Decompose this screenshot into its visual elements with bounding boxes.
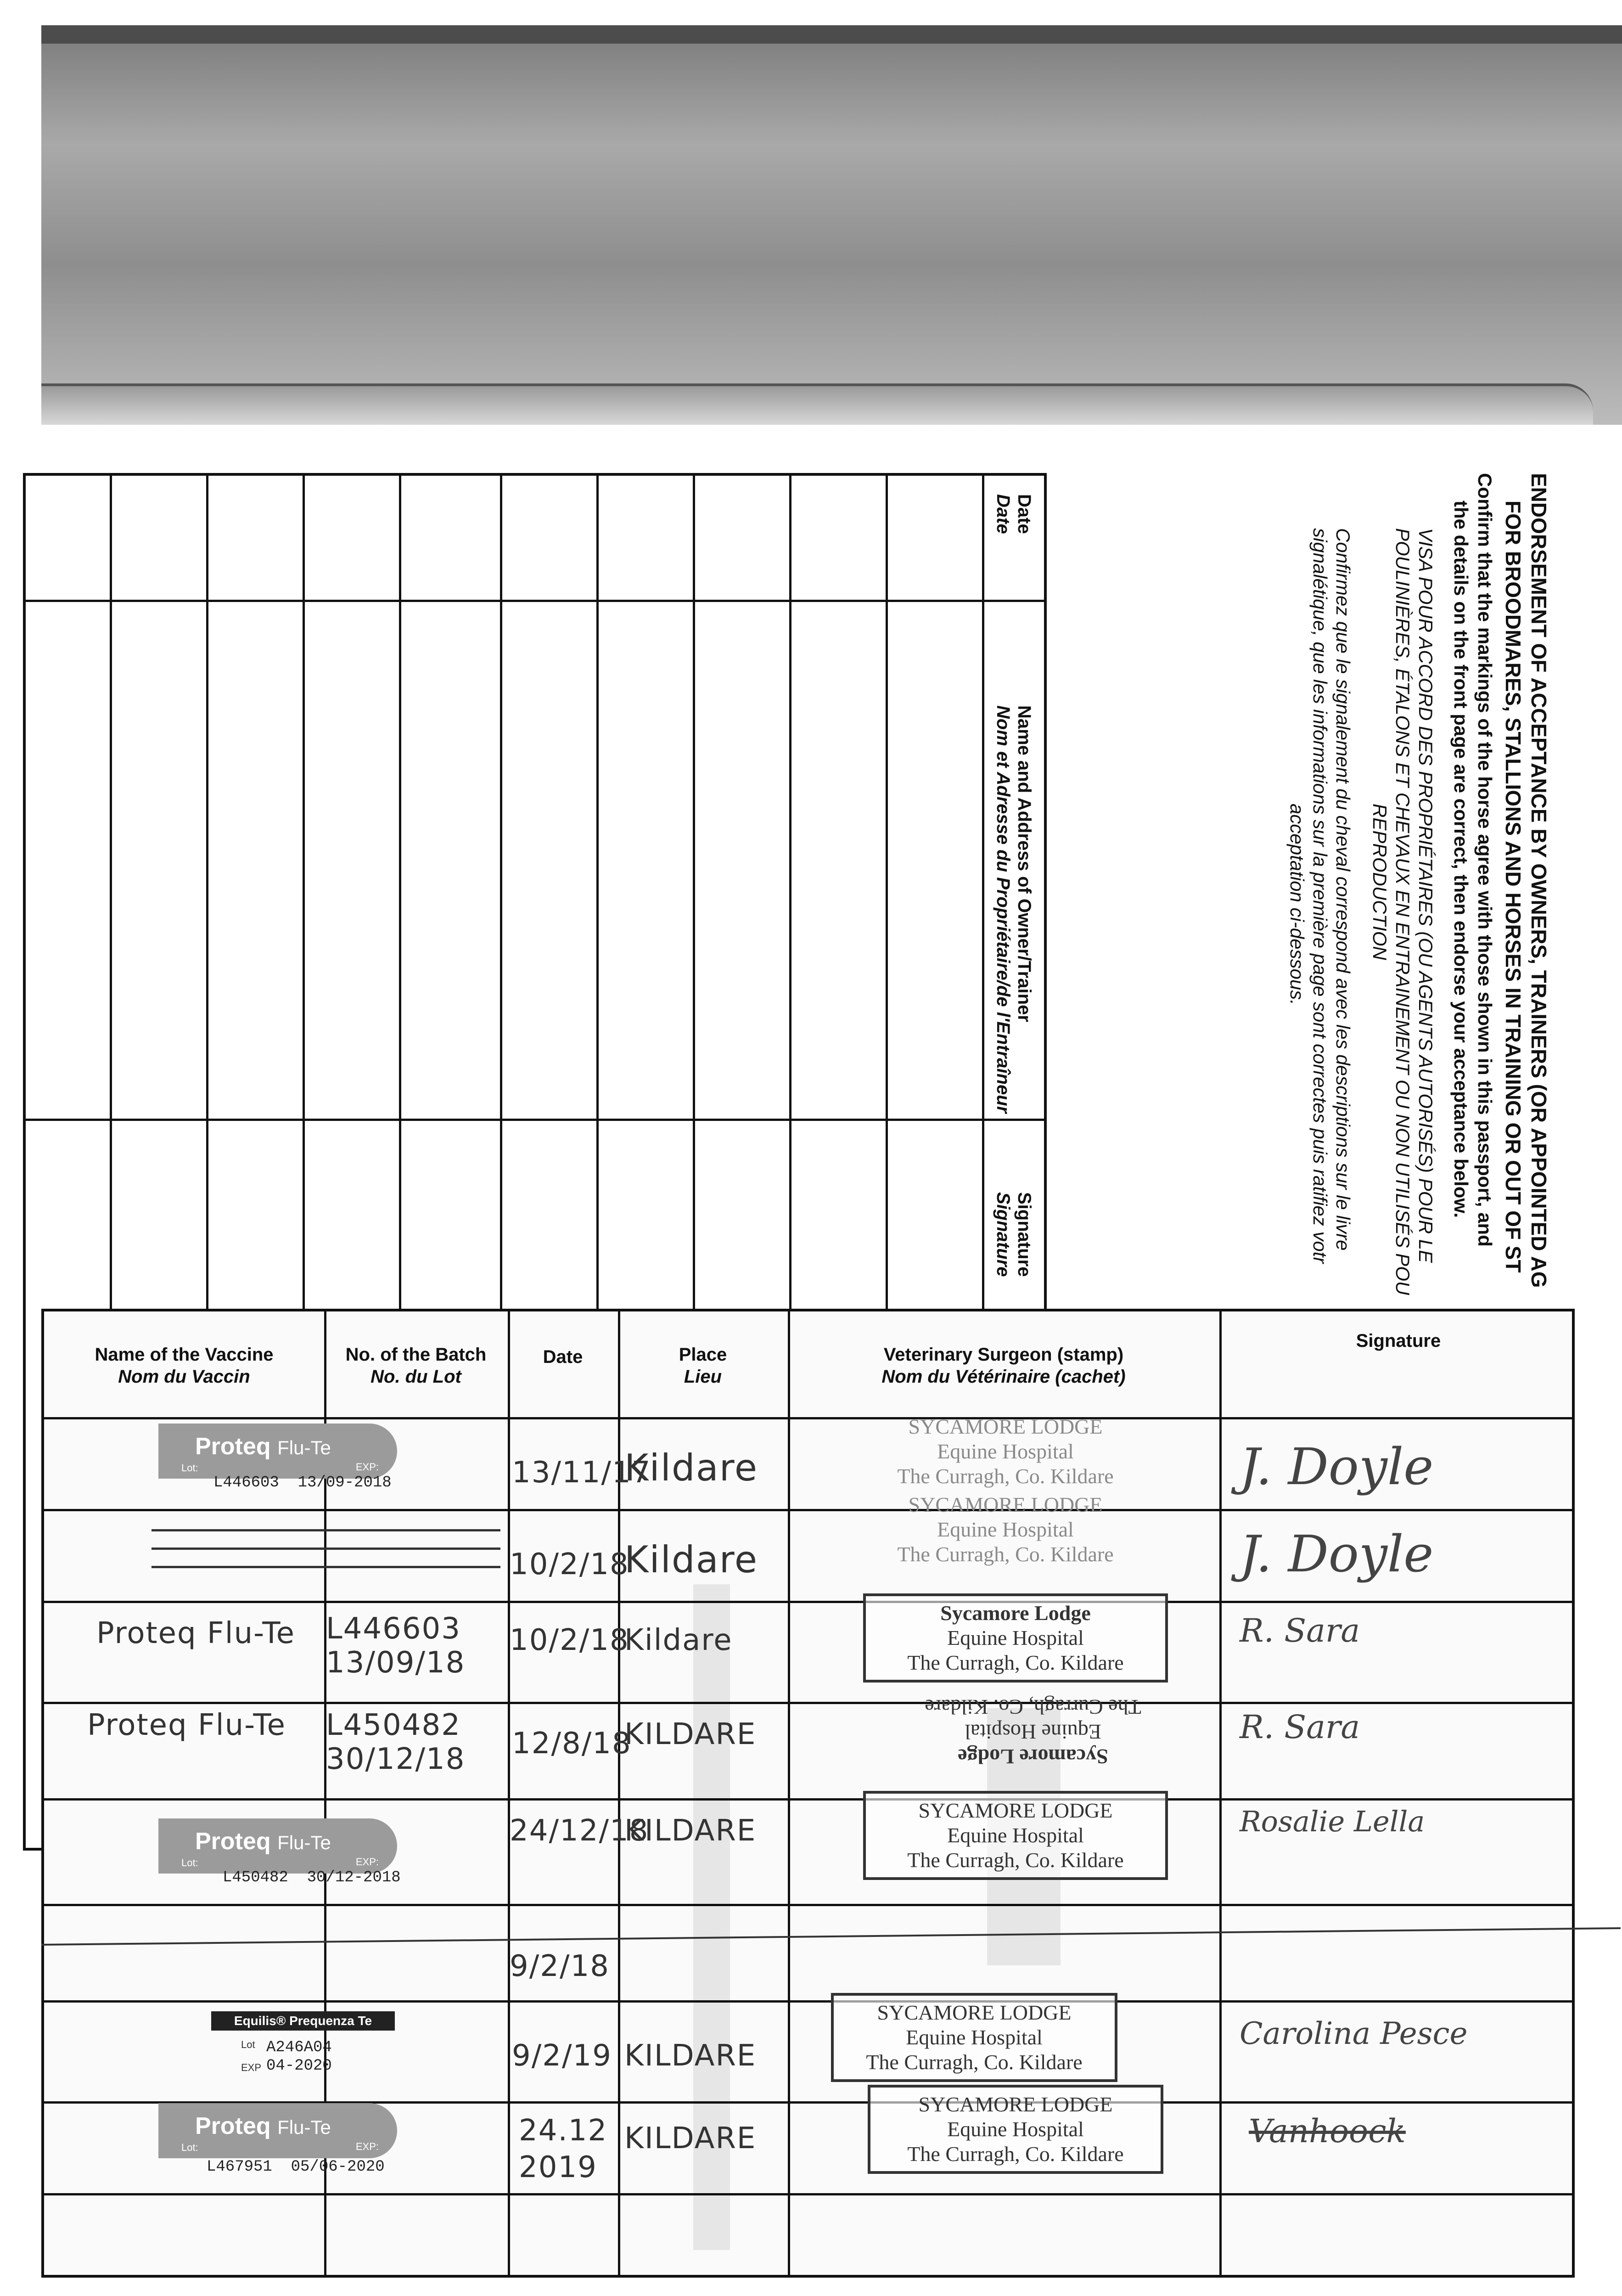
row4-batch-no: L450482 bbox=[326, 1708, 461, 1742]
head-signature bbox=[1219, 1330, 1577, 1352]
row7-date: 9/2/19 bbox=[512, 2039, 612, 2073]
stamp-line-2: Equine Hospital bbox=[947, 1823, 1084, 1847]
head-vaccine bbox=[44, 1344, 324, 1388]
label-2-code: L450482 30/12-2018 bbox=[223, 1869, 401, 1886]
row3-vaccine-text: Proteq Flu-Te bbox=[96, 1616, 295, 1650]
row4-vaccine bbox=[87, 1708, 286, 1742]
stamp-line-2: Equine Hospital bbox=[937, 1440, 1074, 1463]
vac-row-line bbox=[44, 1417, 1572, 1419]
row2-date: 10/2/18 bbox=[510, 1548, 629, 1581]
strike-line bbox=[152, 1548, 500, 1550]
batch-en: No. of the Batch bbox=[345, 1345, 487, 1365]
head-place bbox=[618, 1344, 788, 1388]
row1-place: Kildare bbox=[624, 1446, 758, 1489]
row3-place: Kildare bbox=[624, 1623, 733, 1657]
row4-batch bbox=[326, 1708, 465, 1776]
place-en: Place bbox=[679, 1345, 727, 1365]
lot-label: Lot: bbox=[181, 1462, 198, 1474]
signature-fr: Signature bbox=[993, 1192, 1013, 1277]
row1-signature: J. Doyle bbox=[1240, 1437, 1434, 1496]
stamp-line-3: The Curragh, Co. Kildare bbox=[897, 1542, 1114, 1566]
vac-row-line bbox=[44, 2193, 1572, 2195]
title-line-2: FOR BROODMARES, STALLIONS AND HORSES IN TRAINING OR OUT OF ST bbox=[1501, 501, 1525, 1273]
proteq-brand bbox=[195, 2112, 331, 2140]
scanner-dark-band bbox=[41, 25, 1622, 44]
stamp-line-2: Equine Hospital bbox=[947, 1626, 1084, 1649]
row3-batch bbox=[326, 1612, 465, 1680]
row3-batch-exp: 13/09/18 bbox=[326, 1646, 466, 1680]
visa-line-3: REPRODUCTION bbox=[1369, 804, 1391, 960]
row4-date: 12/8/18 bbox=[512, 1727, 632, 1761]
row1-date: 13/11/17 bbox=[512, 1456, 651, 1490]
place-fr: Lieu bbox=[684, 1367, 722, 1387]
proteq-label-1 bbox=[158, 1424, 397, 1479]
proteq-brand bbox=[195, 1433, 331, 1460]
confirmfr-line-3: acceptation ci-dessous. bbox=[1286, 804, 1308, 1005]
confirmfr-line-1: Confirmez que le signalement du cheval correspond avec les descriptions sur le livre bbox=[1332, 528, 1354, 1251]
col-head-date bbox=[993, 494, 1035, 534]
vac-row-line bbox=[44, 2000, 1572, 2003]
row3-batch-no: L446603 bbox=[326, 1612, 461, 1646]
row5-place: KILDARE bbox=[624, 1814, 757, 1848]
stamp-line-1: Sycamore Lodge bbox=[958, 1745, 1108, 1768]
row3-stamp bbox=[863, 1593, 1168, 1683]
proteq-brand-name: Proteq bbox=[195, 1828, 271, 1855]
vaccine-fr: Nom du Vaccin bbox=[118, 1367, 250, 1387]
stamp-line-3: The Curragh, Co. Kildare bbox=[907, 2142, 1124, 2166]
stamp-line-2: Equine Hospital bbox=[947, 2117, 1084, 2141]
row8-signature: Vanhoock bbox=[1249, 2112, 1406, 2150]
row5-stamp bbox=[863, 1791, 1168, 1880]
stamp-line-2: Equine Hospital bbox=[965, 1720, 1101, 1744]
lot-label: Lot: bbox=[181, 2142, 198, 2153]
proteq-brand bbox=[195, 1828, 331, 1855]
row4-vaccine-text: Proteq Flu-Te bbox=[87, 1708, 286, 1742]
visa-line-1: VISA POUR ACCORD DES PROPRIÉTAIRES (OU AGENTS AUTORISÉS) POUR LE bbox=[1415, 528, 1437, 1263]
proteq-brand-name: Proteq bbox=[195, 2113, 271, 2139]
row8-stamp bbox=[868, 2085, 1163, 2174]
stamp-line-2: Equine Hospital bbox=[906, 2026, 1043, 2049]
stamp-line-1: SYCAMORE LODGE bbox=[908, 1415, 1103, 1438]
stamp-line-3: The Curragh, Co. Kildare bbox=[897, 1464, 1114, 1488]
stamp-line-3: The Curragh, Co. Kildare bbox=[907, 1651, 1124, 1674]
row7-stamp bbox=[831, 1993, 1117, 2082]
row4-batch-exp: 30/12/18 bbox=[326, 1742, 466, 1776]
vac-col-divider bbox=[1219, 1311, 1222, 2275]
stamp-line-1: SYCAMORE LODGE bbox=[918, 2093, 1113, 2116]
date-fr: Date bbox=[993, 494, 1013, 534]
label-3-code: L467951 05/06-2020 bbox=[207, 2158, 385, 2176]
visa-line-2: POULINIÈRES, ÉTALONS ET CHEVAUX EN ENTRAINEMENT OU NON UTILISÉS POU bbox=[1392, 528, 1414, 1295]
equilis-exp-tag: EXP bbox=[241, 2062, 262, 2073]
head-batch bbox=[324, 1344, 508, 1388]
title-line-1: ENDORSEMENT OF ACCEPTANCE BY OWNERS, TRAINERS (OR APPOINTED AG bbox=[1527, 473, 1551, 1288]
proteq-label-3 bbox=[158, 2103, 397, 2158]
proteq-brand-name: Proteq bbox=[195, 1433, 271, 1460]
row8-date bbox=[519, 2112, 607, 2186]
col-head-signature bbox=[993, 1192, 1035, 1277]
name-en: Name and Address of Owner/Trainer bbox=[1014, 705, 1034, 1022]
row3-signature: R. Sara bbox=[1240, 1612, 1360, 1649]
row3-date: 10/2/18 bbox=[510, 1623, 629, 1657]
row4-place: KILDARE bbox=[624, 1717, 757, 1751]
scanner-shadow-top bbox=[41, 25, 1622, 425]
strike-line bbox=[152, 1566, 500, 1568]
stamp-line-2: Equine Hospital bbox=[937, 1518, 1074, 1541]
row7-place: KILDARE bbox=[624, 2039, 757, 2073]
label-1-code: L446603 13/09-2018 bbox=[213, 1474, 392, 1491]
equilis-exp: 04-2020 bbox=[266, 2057, 332, 2075]
batch-fr: No. du Lot bbox=[370, 1367, 461, 1387]
grid-col-divider bbox=[26, 600, 1044, 602]
row1-stamp bbox=[845, 1414, 1166, 1489]
row2-stamp bbox=[845, 1492, 1166, 1567]
stamp-line-1: SYCAMORE LODGE bbox=[918, 1799, 1113, 1822]
row8-date-line-1: 24.12 bbox=[519, 2114, 608, 2148]
head-vet bbox=[788, 1344, 1219, 1388]
vac-col-divider bbox=[508, 1311, 510, 2275]
stamp-line-3: The Curragh, Co. Kildare bbox=[866, 2050, 1083, 2074]
stamp-line-1: SYCAMORE LODGE bbox=[877, 2001, 1072, 2024]
row4-signature: R. Sara bbox=[1240, 1708, 1360, 1746]
row8-place: KILDARE bbox=[624, 2122, 757, 2155]
row6-date: 9/2/18 bbox=[510, 1949, 610, 1983]
signature-en: Signature bbox=[1014, 1192, 1034, 1277]
stamp-line-1: SYCAMORE LODGE bbox=[908, 1493, 1103, 1516]
row8-date-line-2: 2019 bbox=[519, 2150, 597, 2184]
name-fr: Nom et Adresse du Propriétaire/de l'Entraîneur bbox=[993, 705, 1013, 1114]
strike-line bbox=[152, 1529, 500, 1531]
row5-date: 24/12/18 bbox=[510, 1814, 649, 1848]
vac-row-line bbox=[44, 1601, 1572, 1603]
row7-signature: Carolina Pesce bbox=[1240, 2016, 1468, 2051]
vac-row-line bbox=[44, 1798, 1572, 1801]
col-head-name bbox=[993, 705, 1035, 1113]
proteq-sub: Flu-Te bbox=[277, 2116, 331, 2138]
row5-signature: Rosalie Lella bbox=[1240, 1805, 1425, 1838]
signature-head: Signature bbox=[1356, 1331, 1441, 1351]
page-tab-edge bbox=[41, 383, 1593, 428]
date-head: Date bbox=[543, 1347, 583, 1367]
vac-row-line bbox=[44, 1702, 1572, 1704]
equilis-lot-tag: Lot bbox=[241, 2039, 255, 2050]
proteq-sub: Flu-Te bbox=[277, 1437, 331, 1458]
exp-label: EXP: bbox=[355, 2141, 379, 2152]
row2-signature: J. Doyle bbox=[1240, 1525, 1434, 1583]
stamp-line-3: The Curragh, Co. Kildare bbox=[907, 1848, 1124, 1872]
vet-fr: Nom du Vétérinaire (cachet) bbox=[881, 1367, 1126, 1387]
vac-row-line bbox=[44, 1509, 1572, 1511]
confirm-line-1: Confirm that the markings of the horse agree with those shown in this passport, and bbox=[1474, 473, 1496, 1247]
lot-label: Lot: bbox=[181, 1857, 198, 1868]
vac-row-line bbox=[44, 1904, 1572, 1906]
confirmfr-line-2: signalétique, que les informations sur la première page sont correctes puis ratifiez votr bbox=[1309, 528, 1331, 1264]
row2-place: Kildare bbox=[624, 1538, 758, 1581]
stamp-line-3: The Curragh, Co. Kildare bbox=[925, 1695, 1141, 1719]
exp-label: EXP: bbox=[355, 1856, 379, 1868]
confirm-line-2: the details on the front page are correct, then endorse your acceptance below. bbox=[1450, 501, 1472, 1218]
head-date bbox=[508, 1346, 618, 1368]
row3-vaccine bbox=[96, 1616, 295, 1650]
date-en: Date bbox=[1014, 494, 1034, 534]
stamp-line-1: Sycamore Lodge bbox=[940, 1601, 1091, 1625]
equilis-lot: A246A04 bbox=[266, 2039, 332, 2056]
vet-en: Veterinary Surgeon (stamp) bbox=[883, 1345, 1124, 1365]
equilis-label-brand: Equilis® Prequenza Te bbox=[211, 2011, 395, 2031]
vaccine-en: Name of the Vaccine bbox=[95, 1345, 274, 1365]
proteq-label-2 bbox=[158, 1818, 397, 1874]
row4-stamp-inverted bbox=[891, 1694, 1175, 1769]
grid-col-divider bbox=[26, 1119, 1044, 1121]
proteq-sub: Flu-Te bbox=[277, 1832, 331, 1853]
exp-label: EXP: bbox=[355, 1461, 379, 1473]
vac-col-divider bbox=[788, 1311, 790, 2275]
